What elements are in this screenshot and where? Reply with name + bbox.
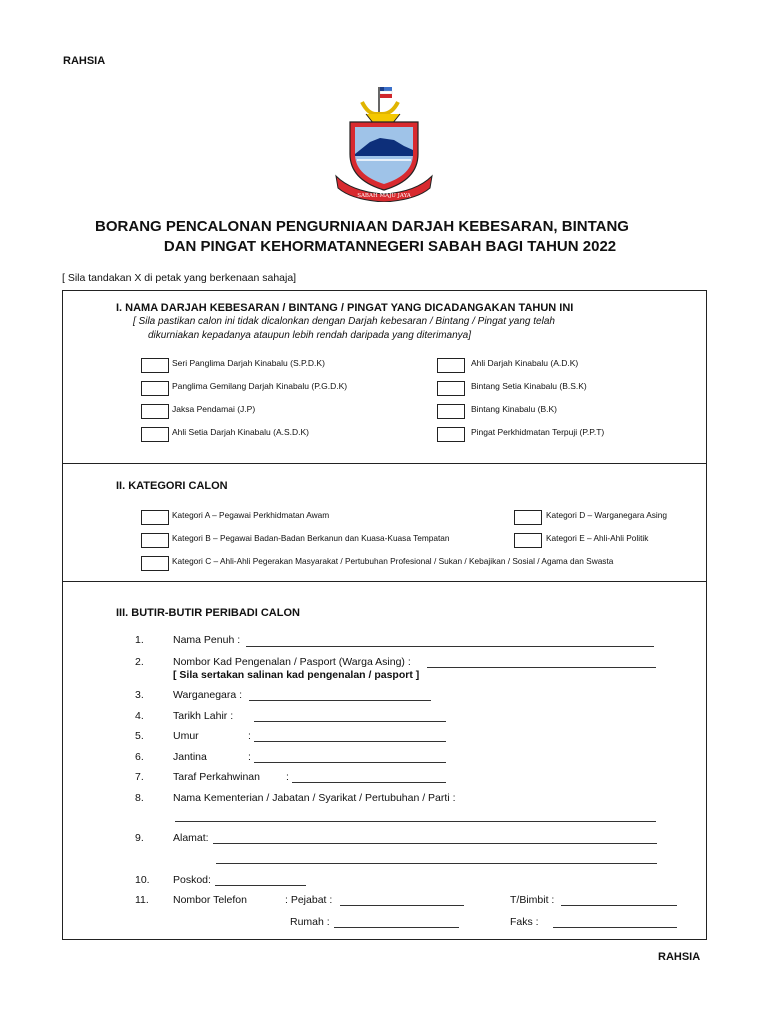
item-11-label: Nombor Telefon	[173, 894, 247, 906]
gender-field[interactable]	[254, 762, 446, 763]
checkbox-kategori-b[interactable]	[141, 533, 169, 548]
item-8-label: Nama Kementerian / Jabatan / Syarikat / Pertubuhan / Parti :	[173, 792, 456, 804]
category-d: Kategori D – Warganegara Asing	[546, 510, 667, 520]
checkbox-asdk[interactable]	[141, 427, 169, 442]
instruction-text: [ Sila tandakan X di petak yang berkenaan sahaja]	[62, 272, 297, 284]
item-9-number: 9.	[135, 832, 144, 844]
section-divider-2	[62, 581, 707, 582]
section-1-note-line-2: dikurniakan kepadanya ataupun lebih rendah daripada yang diterimanya]	[148, 330, 472, 341]
office-phone-label: : Pejabat :	[285, 894, 333, 906]
item-2-sub-note: [ Sila sertakan salinan kad pengenalan / pasport ]	[173, 669, 420, 681]
form-title-line-2: DAN PINGAT KEHORMATANNEGERI SABAH BAGI TAHUN 2022	[163, 238, 617, 255]
item-3-label: Warganegara :	[173, 689, 243, 701]
item-5-colon: :	[248, 730, 251, 742]
mobile-phone-label: T/Bimbit :	[510, 894, 555, 906]
section-1-title: I. NAMA DARJAH KEBESARAN / BINTANG / PINGAT YANG DICADANGAKAN TAHUN INI	[116, 302, 574, 314]
item-1-label: Nama Penuh :	[173, 634, 241, 646]
item-6-number: 6.	[135, 751, 144, 763]
item-10-number: 10.	[135, 874, 150, 886]
item-5-number: 5.	[135, 730, 144, 742]
section-2-title: II. KATEGORI CALON	[116, 480, 228, 492]
checkbox-kategori-d[interactable]	[514, 510, 542, 525]
sabah-crest-logo	[332, 84, 436, 202]
item-7-colon: :	[286, 771, 289, 783]
address-field-line-2[interactable]	[216, 863, 657, 864]
option-ppt: Pingat Perkhidmatan Terpuji (P.P.T)	[471, 427, 605, 437]
item-7-label: Taraf Perkahwinan	[173, 771, 260, 783]
checkbox-ppt[interactable]	[437, 427, 465, 442]
option-spdk: Seri Panglima Darjah Kinabalu (S.P.D.K)	[172, 358, 325, 368]
category-c: Kategori C – Ahli-Ahli Pegerakan Masyarakat / Pertubuhan Profesional / Sukan / Kebajikan / Sosial / Agama dan Swasta	[172, 556, 614, 566]
home-phone-field[interactable]	[334, 927, 459, 928]
item-3-number: 3.	[135, 689, 144, 701]
option-pgdk: Panglima Gemilang Darjah Kinabalu (P.G.D.K)	[172, 381, 348, 391]
checkbox-kategori-c[interactable]	[141, 556, 169, 571]
ministry-organisation-field[interactable]	[175, 821, 656, 822]
checkbox-kategori-a[interactable]	[141, 510, 169, 525]
item-10-label: Poskod:	[173, 874, 211, 886]
mobile-phone-field[interactable]	[561, 905, 677, 906]
item-6-label: Jantina	[173, 751, 207, 763]
checkbox-kategori-e[interactable]	[514, 533, 542, 548]
fax-field[interactable]	[553, 927, 677, 928]
option-adk: Ahli Darjah Kinabalu (A.D.K)	[471, 358, 579, 368]
section-3-title: III. BUTIR-BUTIR PERIBADI CALON	[116, 607, 300, 619]
item-7-number: 7.	[135, 771, 144, 783]
checkbox-spdk[interactable]	[141, 358, 169, 373]
category-b: Kategori B – Pegawai Badan-Badan Berkanun dan Kuasa-Kuasa Tempatan	[172, 533, 450, 543]
item-1-number: 1.	[135, 634, 144, 646]
section-divider-1	[62, 463, 707, 464]
item-5-label: Umur	[173, 730, 199, 742]
option-bsk: Bintang Setia Kinabalu (B.S.K)	[471, 381, 587, 391]
address-field-line-1[interactable]	[213, 843, 657, 844]
classification-label-bottom: RAHSIA	[658, 951, 701, 963]
category-e: Kategori E – Ahli-Ahli Politik	[546, 533, 649, 543]
office-phone-field[interactable]	[340, 905, 464, 906]
item-4-number: 4.	[135, 710, 144, 722]
checkbox-pgdk[interactable]	[141, 381, 169, 396]
full-name-field[interactable]	[246, 646, 654, 647]
marital-status-field[interactable]	[292, 782, 446, 783]
item-2-number: 2.	[135, 656, 144, 668]
checkbox-bk[interactable]	[437, 404, 465, 419]
age-field[interactable]	[254, 741, 446, 742]
category-a: Kategori A – Pegawai Perkhidmatan Awam	[172, 510, 330, 520]
checkbox-adk[interactable]	[437, 358, 465, 373]
item-2-label: Nombor Kad Pengenalan / Pasport (Warga Asing) :	[173, 656, 411, 668]
item-11-number: 11.	[135, 894, 149, 906]
crest-motto: SABAH MAJU JAYA	[357, 193, 411, 199]
fax-label: Faks :	[510, 916, 539, 928]
option-jp: Jaksa Pendamai (J.P)	[172, 404, 256, 414]
form-title-line-1: BORANG PENCALONAN PENGURNIAAN DARJAH KEBESARAN, BINTANG	[95, 218, 629, 235]
item-6-colon: :	[248, 751, 251, 763]
date-of-birth-field[interactable]	[254, 721, 446, 722]
home-phone-label: Rumah :	[290, 916, 330, 928]
option-bk: Bintang Kinabalu (B.K)	[471, 404, 557, 414]
item-4-label: Tarikh Lahir :	[173, 710, 234, 722]
item-9-label: Alamat:	[173, 832, 209, 844]
classification-label-top: RAHSIA	[63, 55, 106, 67]
ic-passport-field[interactable]	[427, 667, 656, 668]
section-1-note-line-1: [ Sila pastikan calon ini tidak dicalonkan dengan Darjah kebesaran / Bintang / Pingat yang telah	[133, 316, 555, 327]
option-asdk: Ahli Setia Darjah Kinabalu (A.S.D.K)	[172, 427, 310, 437]
citizenship-field[interactable]	[249, 700, 431, 701]
checkbox-jp[interactable]	[141, 404, 169, 419]
checkbox-bsk[interactable]	[437, 381, 465, 396]
postcode-field[interactable]	[215, 885, 306, 886]
item-8-number: 8.	[135, 792, 144, 804]
